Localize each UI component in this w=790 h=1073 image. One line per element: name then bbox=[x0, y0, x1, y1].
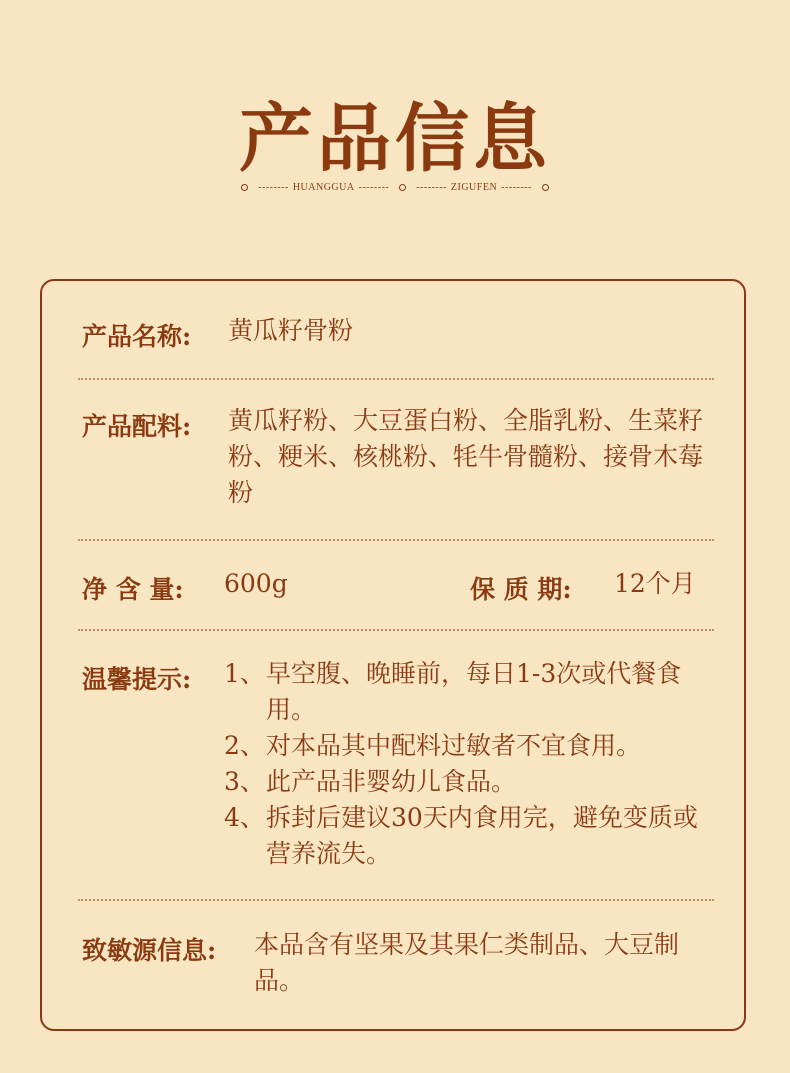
tips-row bbox=[82, 660, 722, 880]
divider bbox=[78, 629, 714, 631]
page-header bbox=[0, 0, 790, 240]
ring-ornament-icon bbox=[399, 184, 406, 191]
name-row bbox=[82, 317, 722, 357]
ring-ornament-icon bbox=[241, 184, 248, 191]
tip-number: 4、 bbox=[224, 803, 265, 832]
allergen-row bbox=[82, 931, 722, 1011]
net-shelf-row bbox=[82, 570, 722, 610]
list-item bbox=[224, 656, 722, 728]
list-item bbox=[224, 800, 722, 872]
dash-ornament: -------- bbox=[358, 182, 390, 193]
divider bbox=[78, 899, 714, 901]
ring-ornament-icon bbox=[542, 184, 549, 191]
dash-ornament: -------- bbox=[501, 182, 532, 193]
tips-label: 温馨提示: bbox=[82, 665, 192, 694]
tip-number: 2、 bbox=[224, 731, 265, 760]
ingredients-row bbox=[82, 407, 722, 517]
tip-text: 早空腹、晚睡前，每日1-3次或代餐食用。 bbox=[266, 659, 682, 724]
subtitle-left: HUANGGUA bbox=[292, 182, 355, 193]
list-item bbox=[224, 764, 722, 800]
list-item bbox=[224, 728, 722, 764]
shelf-label: 保 质 期: bbox=[470, 575, 572, 604]
dash-ornament: -------- bbox=[416, 182, 447, 193]
tip-text: 此产品非婴幼儿食品。 bbox=[266, 767, 517, 796]
tip-number: 1、 bbox=[224, 659, 265, 688]
ingredients-value: 黄瓜籽粉、大豆蛋白粉、全脂乳粉、生菜籽粉、粳米、核桃粉、牦牛骨髓粉、接骨木莓粉 bbox=[228, 406, 704, 507]
tip-text: 拆封后建议30天内食用完，避免变质或营养流失。 bbox=[266, 803, 698, 868]
page-title: 产品信息 bbox=[239, 96, 551, 182]
divider bbox=[78, 539, 714, 541]
divider bbox=[78, 378, 714, 380]
title-ornament bbox=[0, 182, 790, 193]
allergen-label: 致敏源信息: bbox=[82, 936, 217, 965]
tip-text: 对本品其中配料过敏者不宜食用。 bbox=[266, 731, 642, 760]
allergen-value: 本品含有坚果及其果仁类制品、大豆制品。 bbox=[254, 930, 680, 995]
shelf-value: 12个月 bbox=[614, 569, 696, 598]
dash-ornament: -------- bbox=[258, 182, 289, 193]
info-card bbox=[40, 279, 746, 1031]
net-value: 600g bbox=[224, 569, 288, 598]
net-label: 净 含 量: bbox=[82, 575, 184, 604]
tips-list bbox=[224, 656, 722, 872]
subtitle-right: ZIGUFEN bbox=[450, 182, 498, 193]
name-label: 产品名称: bbox=[82, 322, 192, 351]
tip-number: 3、 bbox=[224, 767, 265, 796]
ingredients-label: 产品配料: bbox=[82, 412, 192, 441]
name-value: 黄瓜籽骨粉 bbox=[228, 316, 354, 345]
